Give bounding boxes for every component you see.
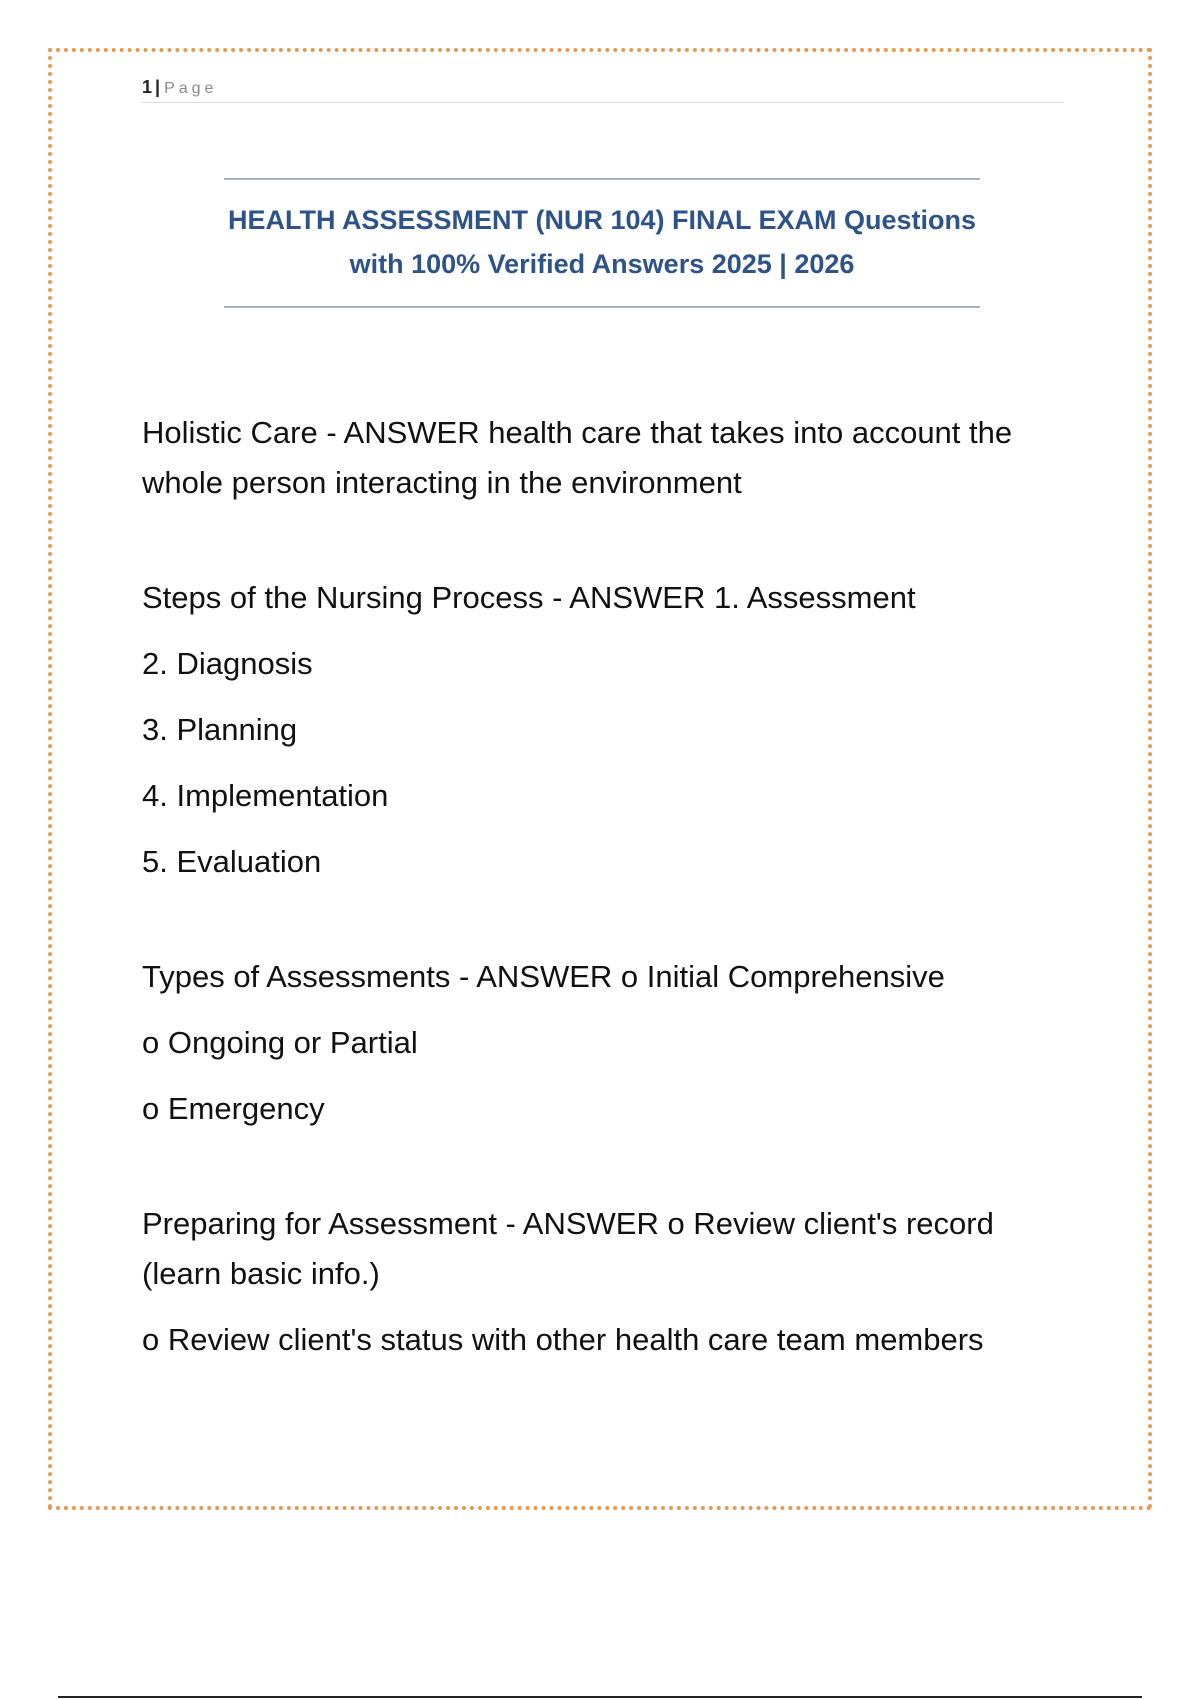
qa-line: o Emergency	[142, 1091, 325, 1126]
qa-line: o Ongoing or Partial	[142, 1025, 418, 1060]
qa-line: Steps of the Nursing Process - ANSWER 1. Assessment	[142, 580, 916, 615]
qa-item-types-of-assessments	[142, 952, 1072, 1134]
qa-line: 4. Implementation	[142, 778, 389, 813]
qa-line: 3. Planning	[142, 712, 298, 747]
qa-line: whole person interacting in the environment	[142, 465, 742, 500]
page-label: Page	[164, 80, 218, 97]
page-separator: |	[155, 77, 161, 97]
qa-line: (learn basic info.)	[142, 1256, 380, 1291]
qa-line: Preparing for Assessment - ANSWER o Review client's record	[142, 1206, 994, 1241]
qa-line: o Review client's status with other health care team members	[142, 1322, 984, 1357]
qa-line: Holistic Care - ANSWER health care that takes into account the	[142, 415, 1013, 450]
footer-rule	[58, 1696, 1142, 1698]
qa-item-nursing-process	[142, 573, 1072, 887]
qa-item-holistic-care	[142, 408, 1072, 508]
qa-line: Types of Assessments - ANSWER o Initial Comprehensive	[142, 959, 945, 994]
qa-item-preparing-for-assessment	[142, 1199, 1072, 1365]
document-title	[224, 178, 980, 308]
page-number: 1	[142, 77, 153, 97]
qa-line: 2. Diagnosis	[142, 646, 313, 681]
page-header	[142, 74, 1064, 103]
qa-list	[142, 408, 1072, 1365]
qa-line: 5. Evaluation	[142, 844, 322, 879]
title-line-2: with 100% Verified Answers 2025 | 2026	[349, 249, 855, 279]
title-line-1: HEALTH ASSESSMENT (NUR 104) FINAL EXAM Questions	[227, 205, 977, 235]
